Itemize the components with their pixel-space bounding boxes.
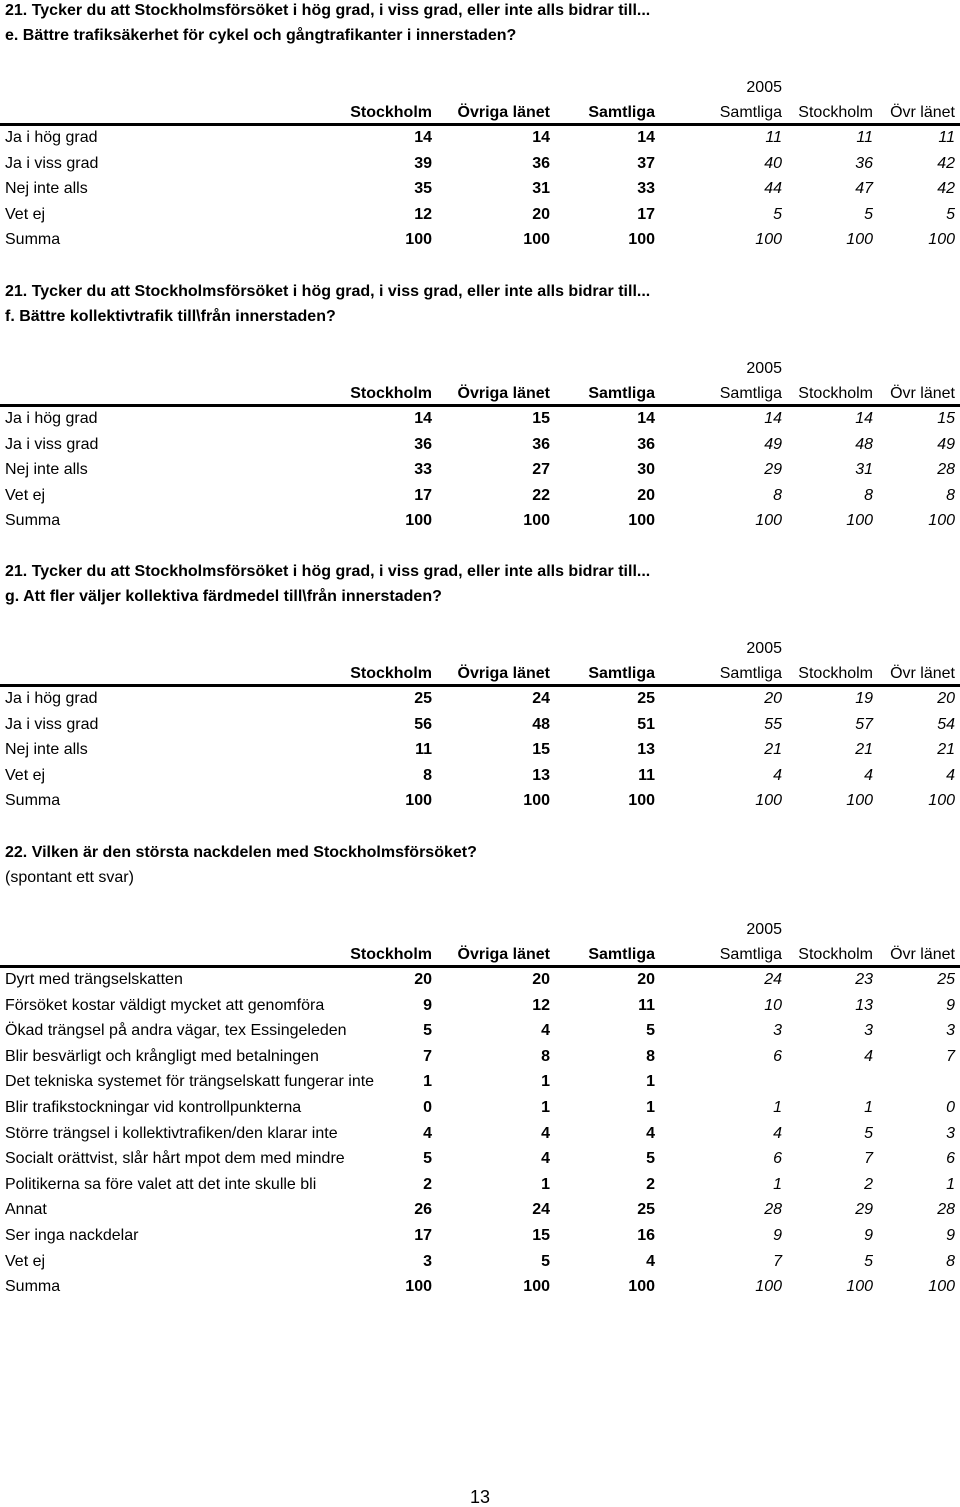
table-cell: 4 [541, 1022, 550, 1040]
table-cell: 27 [532, 461, 550, 479]
table-cell: 5 [646, 1022, 655, 1040]
table-cell: 100 [523, 792, 550, 810]
column-header: Övriga länet [457, 104, 550, 121]
table-cell: 17 [414, 1227, 432, 1244]
table-cell: 2 [423, 1175, 432, 1193]
table-cell: 4 [541, 1150, 550, 1168]
table-cell: 15 [937, 410, 955, 427]
table-cell: 100 [755, 792, 782, 810]
table-cell: 14 [637, 410, 655, 427]
column-header: Stockholm [798, 104, 873, 121]
row-label: Blir trafikstockningar vid kontrollpunkterna [5, 1099, 302, 1116]
table-cell: 100 [928, 792, 955, 810]
table-cell: 15 [532, 1227, 550, 1244]
column-header: Samtliga [588, 104, 655, 121]
table-cell: 100 [928, 512, 955, 530]
table-cell: 11 [765, 129, 782, 146]
table-cell: 100 [846, 231, 873, 249]
header-separator [0, 123, 960, 126]
table-cell: 7 [773, 1252, 782, 1270]
table-cell: 5 [864, 1124, 873, 1142]
row-label: Summa [5, 792, 61, 810]
table-cell: 14 [414, 410, 432, 427]
table-cell: 3 [946, 1124, 955, 1142]
row-label: Större trängsel i kollektivtrafiken/den klarar inte [5, 1124, 338, 1142]
column-header: Stockholm [798, 385, 873, 402]
column-header: Övr länet [890, 665, 955, 682]
row-label: Vet ej [5, 486, 46, 504]
table-cell: 8 [423, 766, 432, 784]
row-label: Nej inte alls [5, 461, 88, 479]
table-cell: 40 [764, 154, 782, 172]
header-separator [0, 965, 960, 968]
row-label: Ja i hög grad [5, 690, 98, 707]
table-cell: 14 [764, 410, 782, 427]
table-cell: 56 [414, 715, 432, 733]
table-cell: 20 [937, 690, 955, 707]
table-cell: 21 [764, 741, 782, 759]
table-cell: 4 [773, 766, 782, 784]
table-cell: 4 [864, 766, 873, 784]
question-section [0, 561, 960, 841]
table-cell: 42 [937, 180, 955, 198]
table-cell: 11 [415, 741, 432, 759]
table-cell: 9 [773, 1227, 782, 1244]
column-header: Stockholm [798, 665, 873, 682]
question-subtitle: (spontant ett svar) [5, 869, 134, 886]
table-cell: 8 [864, 486, 873, 504]
table-cell: 20 [532, 205, 550, 223]
page-number: 13 [469, 1487, 491, 1507]
question-title: 21. Tycker du att Stockholmsförsöket i hög grad, i viss grad, eller inte alls bidrar till... [5, 283, 651, 300]
table-cell: 4 [773, 1124, 782, 1142]
table-cell: 5 [646, 1150, 655, 1168]
table-cell: 35 [414, 180, 432, 198]
table-cell: 100 [523, 231, 550, 249]
header-separator [0, 684, 960, 687]
table-cell: 55 [764, 715, 782, 733]
row-label: Summa [5, 512, 61, 530]
table-cell: 100 [846, 1278, 873, 1296]
row-label: Ja i viss grad [5, 435, 99, 453]
column-header: Stockholm [350, 104, 432, 121]
row-label: Vet ej [5, 766, 46, 784]
table-cell: 11 [856, 129, 873, 146]
question-title: 21. Tycker du att Stockholmsförsöket i hög grad, i viss grad, eller inte alls bidrar till... [5, 2, 651, 19]
table-cell: 15 [532, 410, 550, 427]
column-header: Övriga länet [457, 946, 550, 963]
table-cell: 8 [946, 486, 955, 504]
table-cell: 5 [864, 205, 873, 223]
column-header: Samtliga [588, 665, 655, 682]
table-cell: 1 [864, 1099, 873, 1116]
table-cell: 5 [864, 1252, 873, 1270]
table-cell: 49 [937, 435, 955, 453]
table-cell: 33 [414, 461, 432, 479]
table-cell: 3 [423, 1252, 432, 1270]
table-cell: 21 [855, 741, 873, 759]
table-cell: 48 [855, 435, 873, 453]
table-cell: 2 [646, 1175, 655, 1193]
table-cell: 4 [946, 766, 955, 784]
table-cell: 8 [773, 486, 782, 504]
column-header: Samtliga [588, 385, 655, 402]
table-cell: 100 [405, 512, 432, 530]
table-cell: 100 [928, 231, 955, 249]
table-cell: 12 [532, 996, 550, 1014]
table-cell: 7 [423, 1047, 432, 1065]
table-cell: 12 [414, 205, 432, 223]
table-cell: 19 [855, 690, 873, 707]
table-cell: 100 [523, 512, 550, 530]
row-label: Ja i hög grad [5, 410, 98, 427]
table-cell: 100 [405, 1278, 432, 1296]
table-cell: 8 [946, 1252, 955, 1270]
table-cell: 44 [764, 180, 782, 198]
table-cell: 0 [946, 1099, 955, 1116]
table-cell: 8 [646, 1047, 655, 1065]
table-cell: 1 [773, 1175, 782, 1193]
column-header: Övriga länet [457, 385, 550, 402]
column-header: Stockholm [350, 385, 432, 402]
table-cell: 11 [638, 766, 655, 784]
table-cell: 9 [423, 996, 432, 1014]
header-separator [0, 404, 960, 407]
column-header: Övr länet [890, 385, 955, 402]
table-cell: 54 [937, 715, 955, 733]
row-label: Nej inte alls [5, 741, 88, 759]
question-subtitle: f. Bättre kollektivtrafik till\från innerstaden? [5, 308, 336, 325]
table-cell: 20 [764, 690, 782, 707]
table-cell: 11 [638, 996, 655, 1014]
row-label: Vet ej [5, 205, 46, 223]
row-label: Dyrt med trängselskatten [5, 971, 183, 988]
table-cell: 24 [532, 1201, 550, 1219]
table-cell: 9 [864, 1227, 873, 1244]
table-cell: 10 [764, 996, 782, 1014]
table-cell: 5 [541, 1252, 550, 1270]
table-cell: 13 [855, 996, 873, 1014]
table-cell: 100 [846, 792, 873, 810]
column-header: Stockholm [798, 946, 873, 963]
table-cell: 48 [532, 715, 550, 733]
table-cell: 37 [637, 154, 655, 172]
table-cell: 14 [532, 129, 550, 146]
table-cell: 7 [864, 1150, 873, 1168]
year-header: 2005 [746, 79, 782, 96]
table-cell: 1 [773, 1099, 782, 1116]
table-cell: 23 [855, 971, 873, 988]
table-cell: 1 [541, 1175, 550, 1193]
question-title: 22. Vilken är den största nackdelen med Stockholmsförsöket? [5, 844, 477, 861]
table-cell: 16 [637, 1227, 655, 1244]
table-cell: 100 [405, 792, 432, 810]
table-cell: 1 [646, 1099, 655, 1116]
table-cell: 22 [532, 486, 550, 504]
table-cell: 3 [773, 1022, 782, 1040]
table-cell: 100 [405, 231, 432, 249]
table-cell: 24 [532, 690, 550, 707]
table-cell: 17 [637, 205, 655, 223]
table-cell: 28 [937, 461, 955, 479]
table-cell: 4 [864, 1047, 873, 1065]
table-cell: 15 [532, 741, 550, 759]
table-cell: 20 [637, 486, 655, 504]
question-subtitle: g. Att fler väljer kollektiva färdmedel till\från innerstaden? [5, 588, 442, 605]
table-cell: 1 [946, 1175, 955, 1193]
table-cell: 49 [764, 435, 782, 453]
table-cell: 26 [414, 1201, 432, 1219]
table-cell: 20 [414, 971, 432, 988]
row-label: Försöket kostar väldigt mycket att genomföra [5, 996, 325, 1014]
row-label: Summa [5, 231, 61, 249]
table-cell: 1 [541, 1073, 550, 1091]
table-cell: 29 [764, 461, 782, 479]
table-cell: 42 [937, 154, 955, 172]
table-cell: 36 [855, 154, 873, 172]
table-cell: 17 [414, 486, 432, 504]
table-cell: 11 [938, 129, 955, 146]
row-label: Ja i hög grad [5, 129, 98, 146]
table-cell: 28 [937, 1201, 955, 1219]
table-cell: 31 [855, 461, 873, 479]
table-cell: 4 [646, 1252, 655, 1270]
table-cell: 1 [646, 1073, 655, 1091]
table-cell: 3 [864, 1022, 873, 1040]
column-header: Samtliga [719, 104, 782, 121]
table-cell: 100 [628, 792, 655, 810]
table-cell: 25 [637, 1201, 655, 1219]
table-cell: 36 [637, 435, 655, 453]
table-cell: 39 [414, 154, 432, 172]
question-title: 21. Tycker du att Stockholmsförsöket i hög grad, i viss grad, eller inte alls bidrar till... [5, 563, 651, 580]
table-cell: 100 [628, 1278, 655, 1296]
table-cell: 33 [637, 180, 655, 198]
row-label: Summa [5, 1278, 61, 1296]
table-cell: 6 [773, 1150, 782, 1168]
table-cell: 20 [532, 971, 550, 988]
table-cell: 57 [855, 715, 873, 733]
table-cell: 6 [946, 1150, 955, 1168]
question-section [0, 281, 960, 561]
column-header: Samtliga [719, 385, 782, 402]
table-cell: 36 [414, 435, 432, 453]
row-label: Socialt orättvist, slår hårt mpot dem med mindre [5, 1150, 345, 1168]
table-cell: 5 [773, 205, 782, 223]
table-cell: 4 [541, 1124, 550, 1142]
table-cell: 100 [755, 1278, 782, 1296]
table-cell: 28 [764, 1201, 782, 1219]
table-cell: 51 [637, 715, 655, 733]
table-cell: 9 [946, 996, 955, 1014]
table-cell: 8 [541, 1047, 550, 1065]
table-cell: 5 [423, 1022, 432, 1040]
row-label: Annat [5, 1201, 47, 1219]
table-cell: 21 [937, 741, 955, 759]
table-cell: 30 [637, 461, 655, 479]
table-cell: 100 [755, 231, 782, 249]
table-cell: 14 [637, 129, 655, 146]
table-cell: 25 [414, 690, 432, 707]
table-cell: 100 [846, 512, 873, 530]
question-section [0, 842, 960, 1296]
table-cell: 9 [946, 1227, 955, 1244]
table-cell: 36 [532, 435, 550, 453]
table-cell: 1 [541, 1099, 550, 1116]
table-cell: 6 [773, 1047, 782, 1065]
table-cell: 100 [523, 1278, 550, 1296]
table-cell: 25 [637, 690, 655, 707]
row-label: Vet ej [5, 1252, 46, 1270]
table-cell: 5 [946, 205, 955, 223]
row-label: Ja i viss grad [5, 154, 99, 172]
table-cell: 100 [928, 1278, 955, 1296]
table-cell: 13 [532, 766, 550, 784]
table-cell: 20 [637, 971, 655, 988]
column-header: Övr länet [890, 946, 955, 963]
column-header: Stockholm [350, 946, 432, 963]
table-cell: 24 [764, 971, 782, 988]
column-header: Samtliga [719, 946, 782, 963]
table-cell: 47 [855, 180, 873, 198]
column-header: Samtliga [588, 946, 655, 963]
table-cell: 31 [532, 180, 550, 198]
table-cell: 7 [946, 1047, 955, 1065]
table-cell: 14 [414, 129, 432, 146]
row-label: Det tekniska systemet för trängselskatt fungerar inte [5, 1073, 375, 1091]
table-cell: 13 [637, 741, 655, 759]
row-label: Ser inga nackdelar [5, 1227, 139, 1244]
table-cell: 100 [755, 512, 782, 530]
table-cell: 25 [937, 971, 955, 988]
column-header: Övr länet [890, 104, 955, 121]
table-cell: 2 [864, 1175, 873, 1193]
table-cell: 1 [423, 1073, 432, 1091]
table-cell: 36 [532, 154, 550, 172]
column-header: Övriga länet [457, 665, 550, 682]
column-header: Stockholm [350, 665, 432, 682]
year-header: 2005 [746, 921, 782, 938]
row-label: Nej inte alls [5, 180, 88, 198]
year-header: 2005 [746, 640, 782, 657]
row-label: Ökad trängsel på andra vägar, tex Essingeleden [5, 1022, 347, 1040]
row-label: Blir besvärligt och krångligt med betalningen [5, 1047, 319, 1065]
row-label: Ja i viss grad [5, 715, 99, 733]
table-cell: 100 [628, 231, 655, 249]
table-cell: 100 [628, 512, 655, 530]
column-header: Samtliga [719, 665, 782, 682]
table-cell: 4 [423, 1124, 432, 1142]
year-header: 2005 [746, 360, 782, 377]
table-cell: 29 [855, 1201, 873, 1219]
question-section [0, 0, 960, 280]
table-cell: 0 [423, 1099, 432, 1116]
table-cell: 4 [646, 1124, 655, 1142]
table-cell: 3 [946, 1022, 955, 1040]
question-subtitle: e. Bättre trafiksäkerhet för cykel och gångtrafikanter i innerstaden? [5, 27, 517, 44]
table-cell: 5 [423, 1150, 432, 1168]
row-label: Politikerna sa före valet att det inte skulle bli [5, 1175, 317, 1193]
table-cell: 14 [855, 410, 873, 427]
